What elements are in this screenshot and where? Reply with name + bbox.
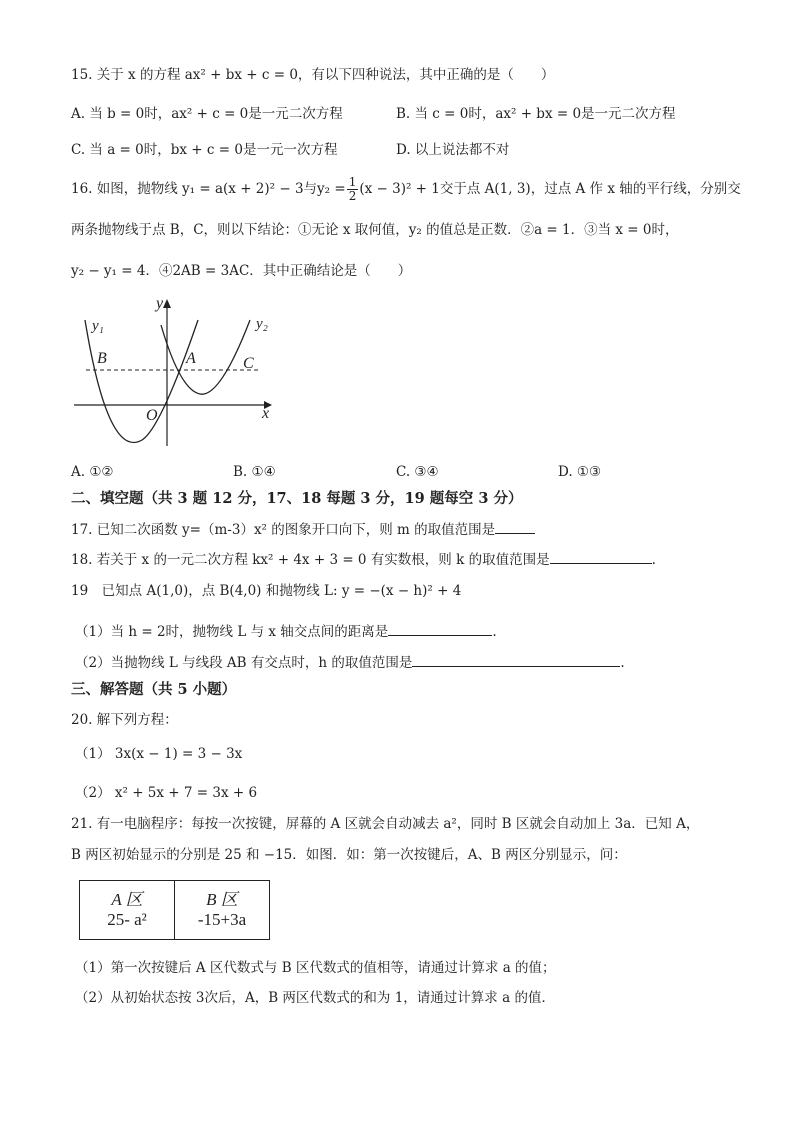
q20-sub1: （1） 3x(x − 1) = 3 − 3x [75,746,243,762]
q18-line [71,551,656,569]
q17-line [71,521,535,539]
q16-option-d: D. ①③ [558,464,602,480]
q16-line1-part-b: (x − 3)² + 1交于点 A(1, 3)，过点 A 作 x 轴的平行线，分别交 [359,181,741,197]
b-zone-cell [175,881,270,940]
q16-fraction [347,176,359,203]
q16-option-a: A. ①② [71,464,114,480]
q20-stem: 20. 解下列方程： [71,712,178,728]
a-zone-value: 25- a² [107,910,147,929]
q17-answer-blank[interactable] [495,521,535,534]
point-b-label: B [97,350,107,367]
q16-fraction-numerator: 1 [348,175,357,189]
q16-option-b: B. ①④ [233,464,276,480]
y-axis-arrow-icon [163,299,171,308]
point-a-label: A [186,350,196,367]
q16-line1-part-a: 16. 如图，抛物线 y₁ = a(x + 2)² − 3与y₂ = [71,181,346,197]
q15-stem: 15. 关于 x 的方程 ax² + bx + c = 0，有以下四种说法，其中正确的是（ ） [71,67,555,83]
q19-sub1-end: . [492,624,497,640]
b-zone-value: -15+3a [197,910,247,929]
q16-option-c: C. ③④ [396,464,439,480]
q21-sub2: （2）从初始状态按 3次后，A，B 两区代数式的和为 1，请通过计算求 a 的值． [75,990,555,1006]
q21-line1: 21. 有一电脑程序：每按一次按键，屏幕的 A 区就会自动减去 a²，同时 B 区就会自动加上 3a．已知 A， [71,816,700,832]
origin-label: O [146,407,158,424]
q16-figure [68,290,278,450]
q18-end: . [651,552,656,568]
q16-line2: 两条抛物线于点 B，C，则以下结论：①无论 x 取何值，y₂ 的值总是正数．②a = 1．③当 x = 0时， [71,222,679,238]
section3-title: 三、解答题（共 5 小题） [71,681,237,698]
y-axis-label: y [156,295,164,312]
x-axis-label: x [262,405,270,422]
q19-stem: 19 已知点 A(1,0)，点 B(4,0) 和抛物线 L: y = −(x − h)² + 4 [71,583,462,599]
b-zone-header: B 区 [206,890,238,909]
q19-sub1-text: （1）当 h = 2时，抛物线 L 与 x 轴交点间的距离是 [75,624,389,640]
a-zone-header: A 区 [111,890,143,909]
q19-sub2-text: （2）当抛物线 L 与线段 AB 有交点时，h 的取值范围是 [75,655,413,671]
point-c-label: C [243,355,254,372]
a-zone-cell [80,881,175,940]
q19-sub2-end: . [620,655,625,671]
q18-answer-blank[interactable] [550,551,652,564]
q15-option-b: B. 当 c = 0时，ax² + bx = 0是一元二次方程 [396,106,676,122]
q20-sub2: （2） x² + 5x + 7 = 3x + 6 [75,785,258,801]
q16-line3: y₂ − y₁ = 4．④2AB = 3AC．其中正确结论是（ ） [71,263,412,279]
q17-text: 17. 已知二次函数 y=（m-3）x² 的图象开口向下，则 m 的取值范围是 [71,522,496,538]
q19-sub1-line [75,623,497,641]
q21-display-table [79,880,270,940]
q19-sub1-blank[interactable] [388,623,492,636]
q16-fraction-denominator: 2 [348,189,357,203]
q21-line2: B 两区初始显示的分别是 25 和 −15．如图．如：第一次按键后，A、B 两区分别显示，问： [71,847,627,863]
section2-title: 二、填空题（共 3 题 12 分，17、18 每题 3 分，19 题每空 3 分） [71,490,523,507]
q15-option-a: A. 当 b = 0时，ax² + c = 0是一元二次方程 [71,106,343,122]
curve-y1-label: y₁ [92,318,104,334]
q19-sub2-blank[interactable] [412,654,620,667]
q18-text: 18. 若关于 x 的一元二次方程 kx² + 4x + 3 = 0 有实数根，则 k 的取值范围是 [71,552,550,568]
curve-y2-label: y₂ [256,316,268,332]
q19-sub2-line [75,654,625,672]
q15-option-d: D. 以上说法都不对 [396,142,510,158]
q15-option-c: C. 当 a = 0时，bx + c = 0是一元一次方程 [71,142,338,158]
q16-line1 [71,176,741,203]
q21-sub1: （1）第一次按键后 A 区代数式与 B 区代数式的值相等，请通过计算求 a 的值； [75,960,556,976]
parabola-y1 [85,320,198,443]
